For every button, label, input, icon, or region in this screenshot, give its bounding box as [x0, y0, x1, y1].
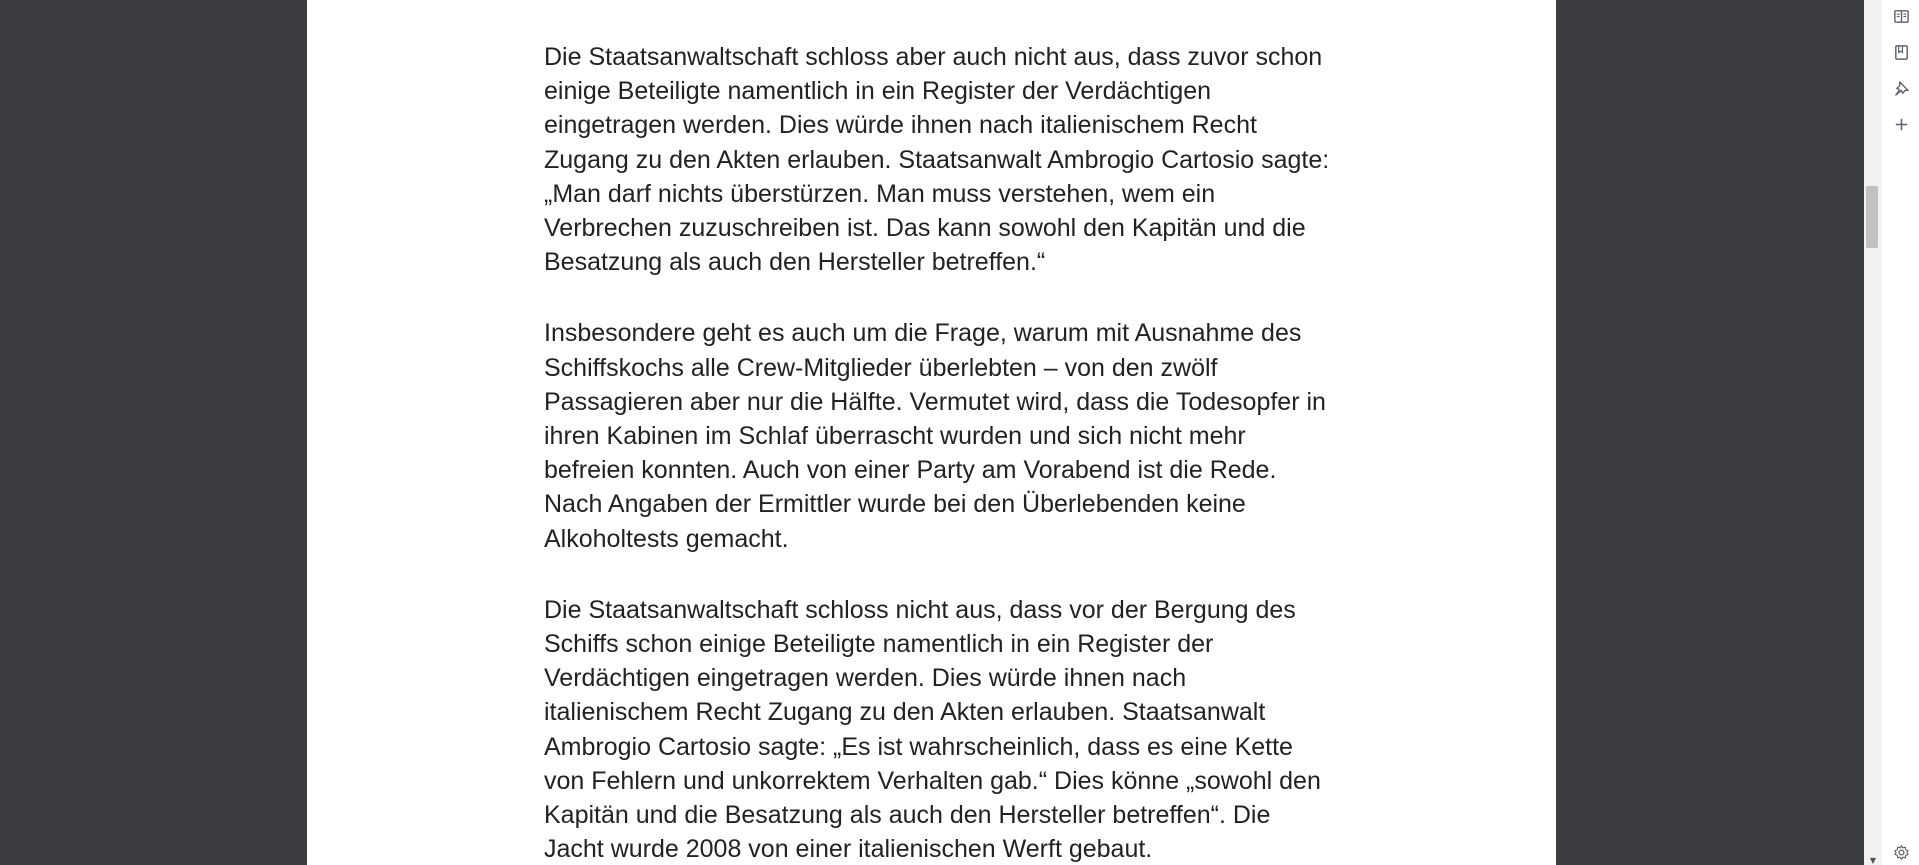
pin-button[interactable] — [1890, 77, 1912, 99]
bookmark-button[interactable] — [1890, 41, 1912, 63]
settings-button[interactable] — [1890, 841, 1912, 863]
scroll-down-arrow-icon[interactable]: ▼ — [1869, 856, 1877, 865]
article-paragraph-1: Die Staatsanwaltschaft schloss aber auch nicht aus, dass zuvor schon einige Beteiligte namentlich in ein Register der Verdächtigen eingetragen werden. Dies würde ihnen nach italienischem Recht Zugang zu den Akten erlauben. Staatsanwalt Ambrogio Cartosio sagte: „Man darf nichts überstürzen. Man muss verstehen, wem ein Verbrechen zuzuschreiben ist. Das kann sowohl den Kapitän und die Besatzung als auch den Hersteller betreffen.“ — [544, 43, 1330, 277]
article-paragraph-2: Insbesondere geht es auch um die Frage, warum mit Ausnahme des Schiffskochs alle Crew-Mitglieder überlebten – von den zwölf Passagieren aber nur die Hälfte. Vermutet wird, dass die Todesopfer in ihren Kabinen im Schlaf überrascht wurden und sich nicht mehr befreien konnten. Auch von einer Party am Vorabend ist die Rede. Nach Angaben der Ermittler wurde bei den Überlebenden keine Alkoholtests gemacht. — [544, 319, 1326, 553]
reading-list-icon — [1893, 8, 1910, 25]
scrollbar-thumb[interactable] — [1866, 186, 1878, 248]
add-icon — [1893, 116, 1910, 133]
article-page — [307, 0, 1556, 865]
vertical-scrollbar[interactable] — [1864, 0, 1882, 865]
settings-icon — [1893, 844, 1910, 861]
pin-icon — [1893, 80, 1910, 97]
side-panel — [1882, 0, 1919, 865]
reading-list-button[interactable] — [1890, 5, 1912, 27]
add-button[interactable] — [1890, 113, 1912, 135]
article-body — [544, 40, 1334, 865]
bookmark-icon — [1893, 44, 1910, 61]
article-paragraph-3: Die Staatsanwaltschaft schloss nicht aus, dass vor der Bergung des Schiffs schon einige Beteiligte namentlich in ein Register der Verdächtigen eingetragen werden. Dies würde ihnen nach italienischem Recht Zugang zu den Akten erlauben. Staatsanwalt Ambrogio Cartosio sagte: „Es ist wahrscheinlich, dass es eine Kette von Fehlern und unkorrektem Verhalten gab.“ Dies könne „sowohl den Kapitän und die Besatzung als auch den Hersteller betreffen“. Die Jacht wurde 2008 von einer italienischen Werft gebaut. — [544, 595, 1321, 864]
